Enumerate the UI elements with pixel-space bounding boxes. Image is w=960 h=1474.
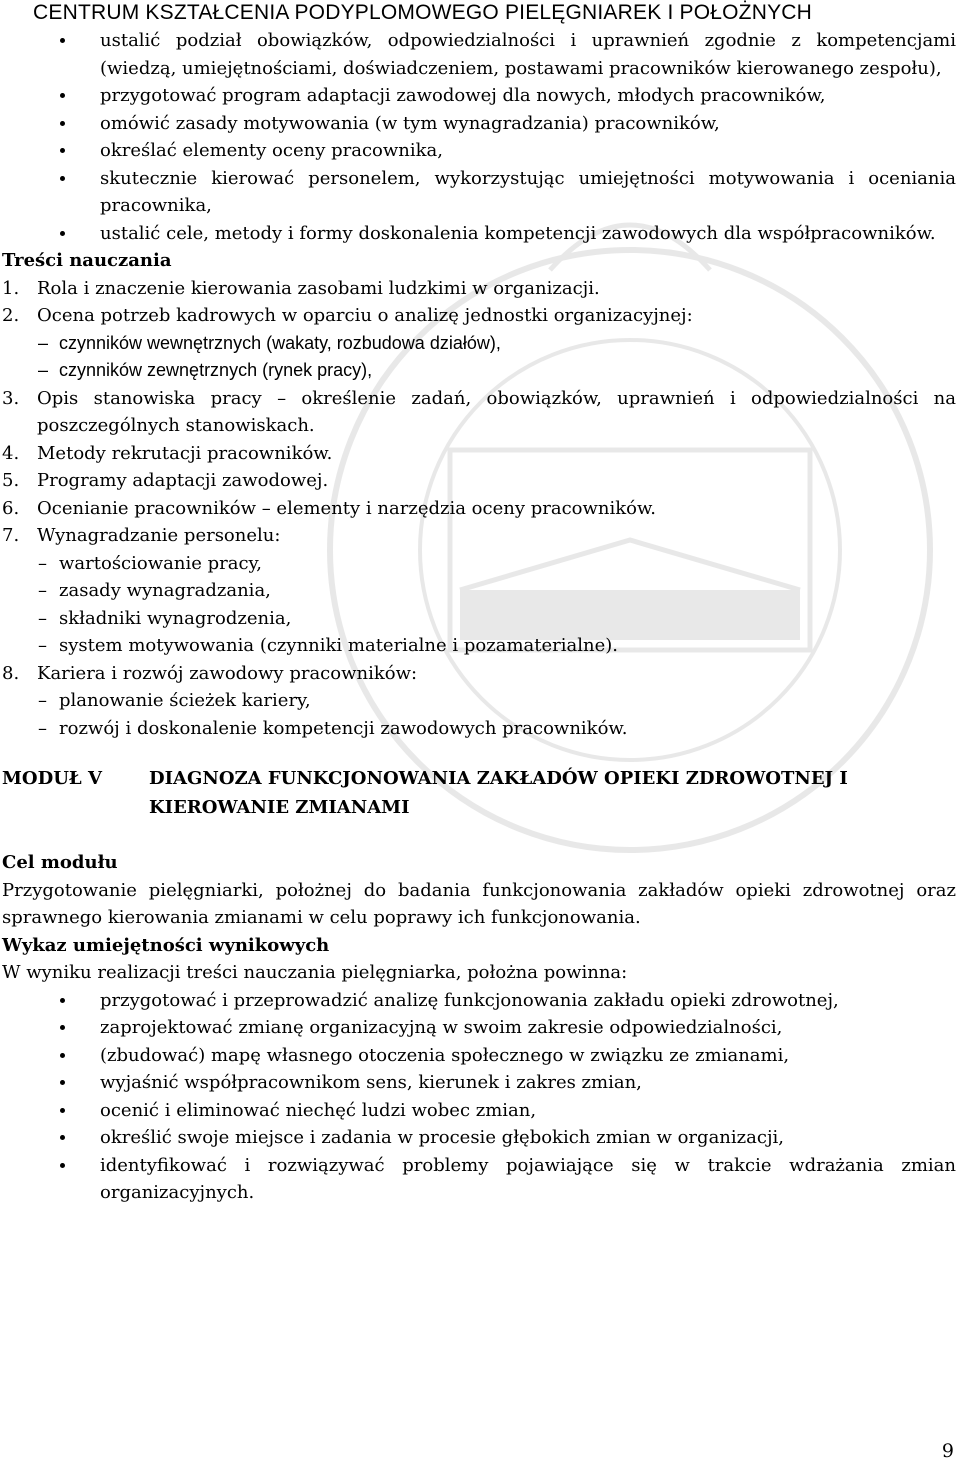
topic-text: Ocenianie pracowników – elementy i narzędzia oceny pracowników. [37, 497, 657, 519]
list-item: (zbudować) mapę własnego otoczenia społecznego w związku ze zmianami, [2, 1042, 956, 1070]
list-item: ustalić cele, metody i formy doskonalenia kompetencji zawodowych dla współpracowników. [2, 220, 956, 248]
topic-number: 2. [2, 305, 20, 326]
page-number: 9 [941, 1440, 954, 1462]
list-item: ustalić podział obowiązków, odpowiedzialności i uprawnień zgodnie z kompetencjami (wiedzą, umiejętnościami, doświadczeniem, postawami pracowników kierowanego zespołu), [2, 27, 956, 82]
sub-item: – czynników wewnętrznych (wakaty, rozbudowa działów), [2, 330, 956, 358]
sub-item: – zasady wynagradzania, [2, 577, 956, 605]
bullet-list-top [2, 27, 956, 247]
list-item: zaprojektować zmianę organizacyjną w swoim zakresie odpowiedzialności, [2, 1014, 956, 1042]
list-item: omówić zasady motywowania (w tym wynagradzania) pracowników, [2, 110, 956, 138]
document-body [2, 27, 956, 1207]
topic-number: 1. [2, 277, 20, 299]
topic-text: Kariera i rozwój zawodowy pracowników: [37, 662, 418, 684]
topics-list [2, 275, 956, 743]
sub-list [2, 330, 956, 385]
content-heading: Treści nauczania [2, 250, 172, 271]
skills-heading: Wykaz umiejętności wynikowych [2, 934, 330, 956]
list-item: skutecznie kierować personelem, wykorzystując umiejętności motywowania i oceniania pracownika, [2, 165, 956, 220]
topic-number: 6. [2, 497, 20, 519]
topic-text: Metody rekrutacji pracowników. [37, 442, 333, 464]
topic-item [2, 275, 956, 303]
topic-number: 4. [2, 442, 20, 464]
sub-list [2, 550, 956, 660]
module-heading [2, 764, 956, 822]
spacer [2, 822, 956, 849]
topic-number: 8. [2, 662, 20, 684]
topic-number: 7. [2, 525, 20, 546]
topic-item [2, 522, 956, 660]
list-item: ocenić i eliminować niechęć ludzi wobec zmian, [2, 1097, 956, 1125]
bullet-list-bottom [2, 987, 956, 1207]
topic-item [2, 660, 956, 743]
topic-item [2, 385, 956, 440]
topic-item [2, 440, 956, 468]
topic-text: Ocena potrzeb kadrowych w oparciu o analizę jednostki organizacyjnej: [37, 305, 693, 326]
sub-item: – rozwój i doskonalenie kompetencji zawodowych pracowników. [2, 715, 956, 743]
topic-text: Programy adaptacji zawodowej. [37, 470, 329, 491]
sub-item: – planowanie ścieżek kariery, [2, 687, 956, 715]
topic-text: Rola i znaczenie kierowania zasobami ludzkimi w organizacji. [37, 277, 600, 299]
sub-item: – system motywowania (czynniki materialne i pozamaterialne). [2, 632, 956, 660]
sub-list [2, 687, 956, 742]
topic-number: 5. [2, 470, 20, 491]
module-code: MODUŁ V [2, 768, 102, 789]
module-title: DIAGNOZA FUNKCJONOWANIA ZAKŁADÓW OPIEKI ZDROWOTNEJ I KIEROWANIE ZMIANAMI [149, 768, 848, 818]
list-item: identyfikować i rozwiązywać problemy pojawiające się w trakcie wdrażania zmian organizacyjnych. [2, 1152, 956, 1207]
goal-heading: Cel modułu [2, 852, 118, 873]
list-item: przygotować i przeprowadzić analizę funkcjonowania zakładu opieki zdrowotnej, [2, 987, 956, 1015]
sub-item: – wartościowanie pracy, [2, 550, 956, 578]
sub-item: – czynników zewnętrznych (rynek pracy), [2, 357, 956, 385]
page-header: CENTRUM KSZTAŁCENIA PODYPLOMOWEGO PIELĘGNIAREK I POŁOŻNYCH [33, 1, 813, 24]
list-item: określić swoje miejsce i zadania w procesie głębokich zmian w organizacji, [2, 1124, 956, 1152]
topic-number: 3. [2, 387, 20, 409]
sub-item: – składniki wynagrodzenia, [2, 605, 956, 633]
topic-text: Wynagradzanie personelu: [37, 525, 281, 546]
topic-text: Opis stanowiska pracy – określenie zadań, obowiązków, uprawnień i odpowiedzialności na poszczególnych stanowiskach. [37, 387, 956, 436]
list-item: wyjaśnić współpracownikom sens, kierunek i zakres zmian, [2, 1069, 956, 1097]
topic-item [2, 467, 956, 495]
list-item: określać elementy oceny pracownika, [2, 137, 956, 165]
list-item: przygotować program adaptacji zawodowej dla nowych, młodych pracowników, [2, 82, 956, 110]
skills-intro: W wyniku realizacji treści nauczania pielęgniarka, położna powinna: [2, 962, 628, 983]
topic-item [2, 302, 956, 385]
goal-text: Przygotowanie pielęgniarki, położnej do badania funkcjonowania zakładów opieki zdrowotnej oraz sprawnego kierowania zmianami w celu poprawy ich funkcjonowania. [2, 879, 956, 928]
topic-item [2, 495, 956, 523]
